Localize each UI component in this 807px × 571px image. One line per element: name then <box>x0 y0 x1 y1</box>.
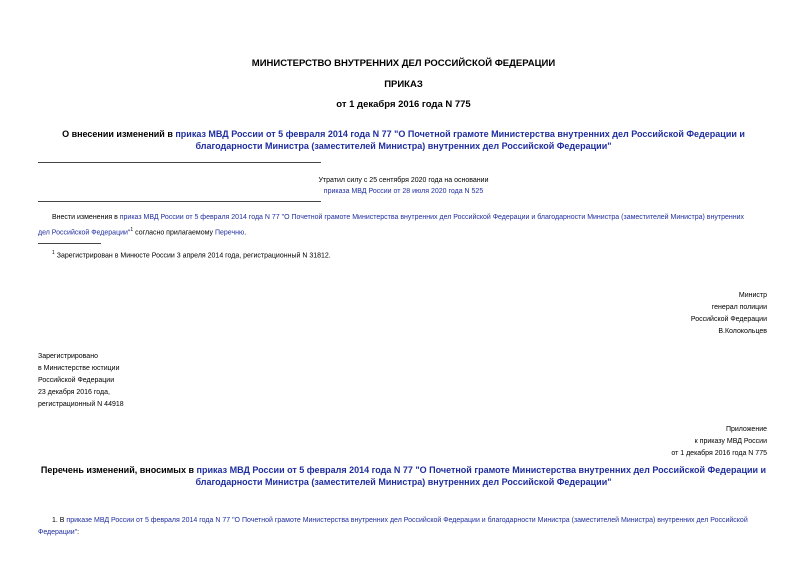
ministry-heading: МИНИСТЕРСТВО ВНУТРЕННИХ ДЕЛ РОССИЙСКОЙ ФЕДЕРАЦИИ <box>251 58 556 69</box>
footnote-text: Зарегистрирован в Минюсте России 3 апреля 2014 года, регистрационный N 31812. <box>56 252 331 260</box>
list-title-link-line2[interactable]: благодарности Министра (заместителей Министра) внутренних дел Российской Федерации" <box>195 477 612 487</box>
document-title <box>0 128 807 152</box>
appendix-line1: Приложение <box>725 426 767 433</box>
status-line: Утратил силу с 25 сентября 2020 года на основании <box>318 177 489 184</box>
list-title-link-line1[interactable]: приказ МВД России от 5 февраля 2014 года N 77 "О Почетной грамоте Министерства внутренних дел Российской Федерации и <box>196 465 767 475</box>
list-item-1 <box>38 515 778 539</box>
footnote <box>52 247 331 262</box>
signature-country: Российской Федерации <box>690 316 767 323</box>
divider <box>38 201 321 202</box>
title-link-line1[interactable]: приказ МВД России от 5 февраля 2014 года N 77 "О Почетной грамоте Министерства внутренних дел Российской Федерации и <box>175 129 745 139</box>
item1-link-cont[interactable]: Федерации" <box>38 529 78 536</box>
registration-line5: регистрационный N 44918 <box>38 401 124 408</box>
item1-prefix: 1. В <box>52 517 67 524</box>
registration-block <box>38 351 124 411</box>
title-prefix: О внесении изменений в <box>62 129 176 139</box>
footnote-divider <box>38 243 101 244</box>
body-end: . <box>244 229 247 237</box>
registration-line3: Российской Федерации <box>38 377 115 384</box>
list-title-prefix: Перечень изменений, вносимых в <box>40 465 197 475</box>
item1-link[interactable]: приказе МВД России от 5 февраля 2014 года N 77 "О Почетной грамоте Министерства внутренних дел Российской Федерации и благодарности Министра (заместителей Министра) внутренних дел Российской <box>66 517 748 524</box>
list-title <box>0 464 807 488</box>
status-link[interactable]: приказа МВД России от 28 июля 2020 года N 525 <box>323 188 484 195</box>
body-link-order-cont[interactable]: дел Российской Федерации" <box>38 229 131 237</box>
body-paragraph <box>38 212 778 239</box>
registration-line4: 23 декабря 2016 года, <box>38 389 110 396</box>
body-link-order[interactable]: приказ МВД России от 5 февраля 2014 года N 77 "О Почетной грамоте Министерства внутренних дел Российской Федерации и благодарности Министра (заместителей Министра) внутренних <box>119 214 745 221</box>
divider <box>38 162 321 163</box>
appendix-line2: к приказу МВД России <box>694 438 767 445</box>
doc-date-number: от 1 декабря 2016 года N 775 <box>336 99 471 110</box>
footnote-ref[interactable]: 1 <box>130 227 134 233</box>
title-link-line2[interactable]: благодарности Министра (заместителей Министра) внутренних дел Российской Федерации" <box>195 141 612 151</box>
signature-rank: генерал полиции <box>711 304 767 311</box>
signature-block <box>691 290 767 338</box>
body-link-list[interactable]: Перечню <box>214 229 245 237</box>
footnote-mark: 1 <box>52 250 55 256</box>
signature-title: Министр <box>738 292 767 299</box>
item1-end: : <box>77 529 80 536</box>
body-prefix: Внести изменения в <box>52 214 120 221</box>
doc-type-heading: ПРИКАЗ <box>384 79 423 90</box>
body-mid: согласно прилагаемому <box>133 229 215 237</box>
signature-name: В.Колокольцев <box>718 328 767 335</box>
registration-line2: в Министерстве юстиции <box>38 365 120 372</box>
appendix-line3: от 1 декабря 2016 года N 775 <box>671 450 767 457</box>
appendix-block <box>671 424 767 460</box>
registration-line1: Зарегистрировано <box>38 353 98 360</box>
